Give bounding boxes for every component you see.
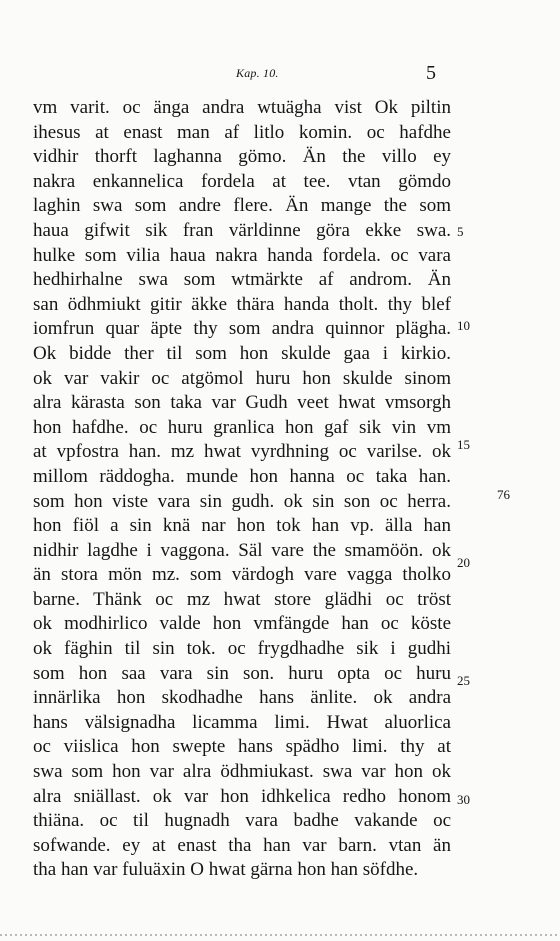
text-line: nidhir lagdhe i vaggona. Säl vare the smamöön. ok [33,539,451,561]
text-line: oc viislica hon swepte hans spädho limi. thy at [33,736,451,758]
text-line: ok var vakir oc atgömol huru hon skulde sinom [33,367,451,389]
text-line: tha han var fuluäxin O hwat gärna hon han söfdhe. [33,859,419,881]
text-line: hulke som vilia haua nakra handa fordela. oc vara [33,244,451,266]
text-line: hans välsignadha licamma limi. Hwat aluorlica [33,711,451,733]
line-number: 30 [457,792,470,807]
text-line: iomfrun quar äpte thy som andra quinnor plägha. [33,318,451,340]
text-line: sofwande. ey at enast tha han var barn. vtan än [33,834,451,856]
text-line: som hon viste vara sin gudh. ok sin son oc herra. [33,490,451,512]
line-number: 15 [457,437,470,452]
margin-reference: 76 [497,487,510,502]
text-line: hedhirhalne swa som wtmärkte af androm. Än [33,269,451,291]
line-number: 25 [457,673,470,688]
body-text [33,96,451,883]
text-line: barne. Thänk oc mz hwat store glädhi oc tröst [33,588,451,610]
text-line: vm varit. oc änga andra wtuägha vist Ok piltin [33,97,451,118]
text-line: Ok bidde ther til som hon skulde gaa i kirkio. [33,342,451,364]
line-number: 5 [457,224,464,239]
text-line: nakra enkannelica fordela at tee. vtan gömdo [33,170,451,192]
text-line: haua gifwit sik fran världinne göra ekke swa. [33,219,451,241]
text-line: millom räddogha. munde hon hanna oc taka han. [33,465,451,487]
text-line: at vpfostra han. mz hwat vyrdhning oc varilse. ok [33,441,451,463]
text-line: hon fiöl a sin knä nar hon tok han vp. älla han [33,515,451,537]
scan-edge [0,934,560,936]
text-line: innärlika hon skodhadhe hans änlite. ok andra [33,687,451,709]
text-line: alra kärasta son taka var Gudh veet hwat vmsorgh [33,392,451,414]
running-title: Kap. 10. [236,66,279,80]
text-line: ok modhirlico valde hon vmfängde han oc köste [33,613,451,635]
text-line: som hon saa vara sin son. huru opta oc huru [33,662,451,684]
page-header [0,62,560,86]
page-number: 5 [426,62,436,84]
line-number: 20 [457,555,470,570]
text-line: vidhir thorft laghanna gömo. Än the villo ey [33,146,451,168]
text-line: san ödhmiukt gitir äkke thära handa tholt. thy blef [33,293,451,315]
text-line: ok fäghin til sin tok. oc frygdhadhe sik i gudhi [33,638,451,660]
text-line: thiäna. oc til hugnadh vara badhe vakande oc [33,810,451,832]
text-line: ihesus at enast man af litlo komin. oc hafdhe [33,121,451,143]
line-number: 10 [457,318,470,333]
text-line: swa som hon var alra ödhmiukast. swa var hon ok [33,761,451,783]
text-line: hon hafdhe. oc huru granlica hon gaf sik vin vm [33,416,451,438]
text-line: laghin swa som andre flere. Än mange the som [33,195,451,217]
text-line: alra sniällast. ok var hon idhkelica redho honom [33,785,451,807]
text-line: än stora mön mz. som värdogh vare vagga tholko [33,564,451,586]
